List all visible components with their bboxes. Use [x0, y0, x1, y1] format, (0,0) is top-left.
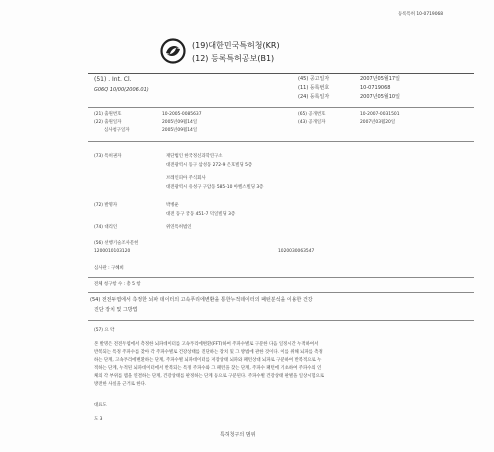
pub-no-label: (65) 공개번호 [298, 112, 326, 117]
int-cl-value: G06Q 10/00(2006.01) [94, 87, 149, 93]
examiner: 심사관 : 구혜희 [94, 266, 124, 271]
search-doc-1: 1200010103120 [94, 249, 131, 254]
kipo-emblem-icon [160, 38, 186, 64]
pub-date-label: (45) 공고일자 [298, 76, 330, 82]
divider-title [88, 320, 474, 321]
app-no-label: (21) 출원번호 [94, 112, 122, 117]
owner-label: (73) 특허권자 [94, 154, 122, 159]
abstract-line: 하는 단계, 고속푸리에변환하는 단계, 주파수별 뇌파데이터를 저장상태 뇌파와 패턴상대 뇌파로 구분하여 반복적으로 누 [94, 358, 322, 363]
agent-label: (74) 대리인 [94, 225, 118, 230]
abstract-label: (57) 요 약 [94, 328, 115, 333]
divider-dates [88, 141, 474, 142]
divider-biblio [88, 107, 474, 108]
abstract-line: 체의 각 부위를 맵을 연결하는 단계, 건강상태를 판정하는 단계 등으로 구분된다. 주파수별 건강상태 판별을 일상시험으로 [94, 374, 325, 379]
owner1-name: 재단법인 한국정신과학연구소 [166, 154, 223, 159]
representative-figure-label: 대표도 [94, 403, 107, 408]
app-date-value: 2005년09월14일 [162, 120, 198, 125]
pub-no-date-value: 2007년03월20일 [360, 120, 396, 125]
owner1-address: 대전광역시 동구 삼성동 272-9 은호빌딩 5층 [166, 163, 253, 168]
search-doc-2: 1020030063547 [278, 249, 315, 254]
figure-number: 도 3 [94, 417, 103, 422]
pub-no-date-label: (43) 공개일자 [298, 120, 326, 125]
doc-number: 등록특허 10-0719068 [398, 12, 444, 17]
invention-title-line-2: 진단 장치 및 그방법 [94, 307, 138, 313]
owner2-name: 브레인피아 주식회사 [166, 176, 206, 181]
abstract-line: 방전한 사실을 근거로 한다. [94, 382, 147, 387]
abstract-line: 본 발명은 전전두엽에서 측정한 뇌파데이터를 고속푸리에변환(FFT)하여 주파수별로 구분한 다음 일정시간 누적하여서 [94, 342, 319, 347]
int-cl-label: (51) . Int. Cl. [94, 76, 132, 83]
divider-top [88, 73, 474, 74]
claims-count: 전체 청구항 수 : 총 5 항 [94, 282, 141, 287]
divider-examiner [88, 277, 474, 278]
app-no-value: 10-2005-0085637 [162, 112, 202, 117]
search-label: (56) 선행기술조사문헌 [94, 241, 139, 246]
inventor-name: 박병운 [166, 203, 179, 208]
abstract-line: 적하는 단계, 누적된 뇌파데이터에서 반복되는 특정 주파수와 그 패턴을 찾는 단계, 주파수 패턴에 기초하여 주파수의 인 [94, 366, 322, 371]
inventor-address: 대전 동구 궁동 451-7 덕일빌딩 3층 [166, 212, 236, 217]
app-date-label: (22) 출원일자 [94, 120, 122, 125]
owner2-address: 대전광역시 유성구 구암동 585-10 아벨스빌딩 3층 [166, 185, 264, 190]
reg-date-value: 2007년05월10일 [360, 94, 400, 100]
gazette-type: (12) 등록특허공보(B1) [192, 54, 275, 63]
reg-date-label: (24) 등록일자 [298, 94, 330, 100]
pub-no-value: 10-2007-0031501 [360, 112, 400, 117]
agent-name: 위연특허법인 [166, 225, 192, 230]
invention-title-line-1: (54) 전전두엽에서 측정한 뇌파 데이터의 고속푸리에변환을 통한누적데이터의 패턴분석을 이용한 건강 [90, 297, 313, 303]
claims-heading: 특허청구의 범위 [220, 432, 256, 438]
reg-no-value: 10-0719068 [360, 85, 391, 91]
divider-claims [88, 292, 474, 293]
exam-date-value: 2005년09월14일 [162, 128, 198, 133]
exam-date-label: 심사청구일자 [104, 128, 130, 133]
reg-no-label: (11) 등록번호 [298, 85, 330, 91]
office-name: (19)대한민국특허청(KR) [192, 41, 280, 50]
pub-date-value: 2007년05월17일 [360, 76, 400, 82]
inventor-label: (72) 발명자 [94, 203, 118, 208]
abstract-line: 반복되는 특정 주파수를 찾아 각 주파수별로 건강상태를 진단하는 장치 및 그 방법에 관한 것이다. 이를 위해 뇌파를 측정 [94, 350, 323, 355]
